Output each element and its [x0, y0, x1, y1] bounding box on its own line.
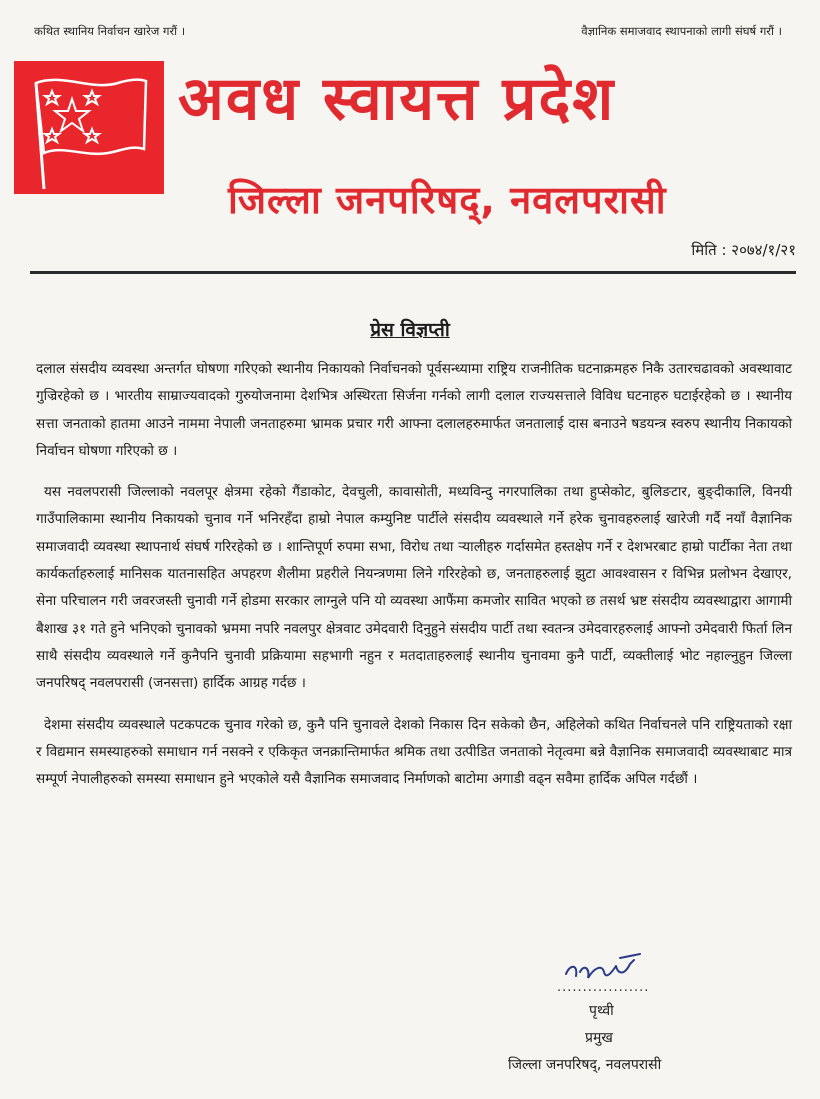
paragraph: यस नवलपरासी जिल्लाको नवलपूर क्षेत्रमा रहेको गैंडाकोट, देवचुली, कावासोती, मध्यविन्दु नगरपालिका तथा हुप्सेकोट, बुलिङटार, बुङ्दीकालि, विनयी गाउँपालिकामा स्थानीय निकायको चुनाव गर्ने भनिरहँदा हाम्रो नेपाल कम्युनिष्ट पार्टीले संसदीय व्यवस्थाले गर्ने हरेक चुनावहरुलाई खारेजी गर्दै नयाँ वैज्ञानिक समाजवादी व्यवस्था स्थापनार्थ संघर्ष गरिरहेको छ । शान्तिपूर्ण रुपमा सभा, विरोध तथा ऱ्यालीहरु गर्दासमेत हस्तक्षेप गर्ने र देशभरबाट हाम्रो पार्टीका नेता तथा कार्यकर्ताहरुलाई मानिसक यातनासहित अपहरण शैलीमा प्रहरीले नियन्त्रणमा लिने गरिरहेको छ, जनताहरुलाई झुटा आवश्वासन र विभिन्न प्रलोभन देखाएर, सेना परिचालन गरी जवरजस्ती चुनावी गर्ने होडमा सरकार लाग्नुले पनि यो व्यवस्था आफैंमा कमजोर सावित भएको छ तसर्थ भ्रष्ट संसदीय व्यवस्थाद्वारा आगामी बैशाख ३१ गते हुने भनिएको चुनावको भ्रममा नपरि नवलपुर क्षेत्रवाट उमेदवारी दिनुहुने संसदीय पार्टी तथा स्वतन्त्र उमेदवारहरुलाई आफ्नो उमेदवारी फिर्ता लिन साथै संसदीय व्यवस्थाले गर्ने कुनैपनि चुनावी प्रक्रियामा सहभागी नहुन र मतदाताहरुलाई स्थानीय चुनावमा कुनै पार्टी, व्यक्तीलाई भोट नहाल्नुहुन जिल्ला जनपरिषद् नवलपरासी (जनसत्ता) हार्दिक आग्रह गर्दछ ।	[36, 484, 792, 692]
press-release-title: प्रेस विज्ञप्ती	[370, 319, 450, 341]
party-flag-logo	[14, 61, 164, 194]
signatory-position: प्रमुख	[585, 1030, 613, 1046]
slogan-right: वैज्ञानिक समाजवाद स्थापनाको लागी संघर्ष गरौं ।	[581, 24, 782, 38]
signature-line: ..................	[557, 980, 650, 995]
document-date: मिति : २०७४/१/२१	[691, 241, 796, 259]
paragraph: देशमा संसदीय व्यवस्थाले पटकपटक चुनाव गरेको छ, कुनै पनि चुनावले देशको निकास दिन सकेको छैन, अहिलेको कथित निर्वाचनले पनि राष्ट्रियताको रक्षा र विद्यमान समस्याहरुको समाधान गर्न नसक्ने र एकिकृत जनक्रान्तिमार्फत श्रमिक तथा उत्पीडित जनताको नेतृत्वमा बन्ने वैज्ञानिक समाजवादी व्यवस्थाबाट मात्र सम्पूर्ण नेपालीहरुको समस्या समाधान हुने भएकोले यसै वैज्ञानिक समाजवाद निर्माणको बाटोमा अगाडी वढ्न सवैमा हार्दिक अपिल गर्दछौं ।	[36, 716, 792, 788]
header-divider	[30, 271, 796, 274]
flag-icon	[14, 61, 164, 194]
slogan-left: कथित स्थानिय निर्वाचन खारेज गरौं ।	[34, 24, 186, 38]
paragraph: दलाल संसदीय व्यवस्था अन्तर्गत घोषणा गरिएको स्थानीय निकायको निर्वाचनको पूर्वसन्ध्यामा राष्ट्रिय राजनीतिक घटनाक्रमहरु निकै उतारचढावको अवस्थावाट गुज्रिरहेको छ । भारतीय साम्राज्यवादको गुरुयोजनामा देशभित्र अस्थिरता सिर्जना गर्नको लागी दलाल राज्यसत्ताले विविध घटनाहरु घटाईरहेको छ । स्थानीय सत्ता जनताको हातमा आउने नाममा नेपाली जनताहरुमा भ्रामक प्रचार गरी आफ्ना दलालहरुमार्फत जनतालाई दास बनाउने षडयन्त्र स्वरुप स्थानीय निकायको निर्वाचन घोषणा गरिएको छ ।	[36, 361, 792, 459]
press-release-body	[36, 356, 792, 807]
organization-subtitle: जिल्ला जनपरिषद्, नवलपरासी	[228, 178, 667, 222]
signatory-organization: जिल्ला जनपरिषद्, नवलपरासी	[508, 1057, 662, 1073]
signatory-name: पृथ्वी	[589, 1003, 614, 1019]
organization-title: अवध स्वायत्त प्रदेश	[178, 64, 616, 134]
